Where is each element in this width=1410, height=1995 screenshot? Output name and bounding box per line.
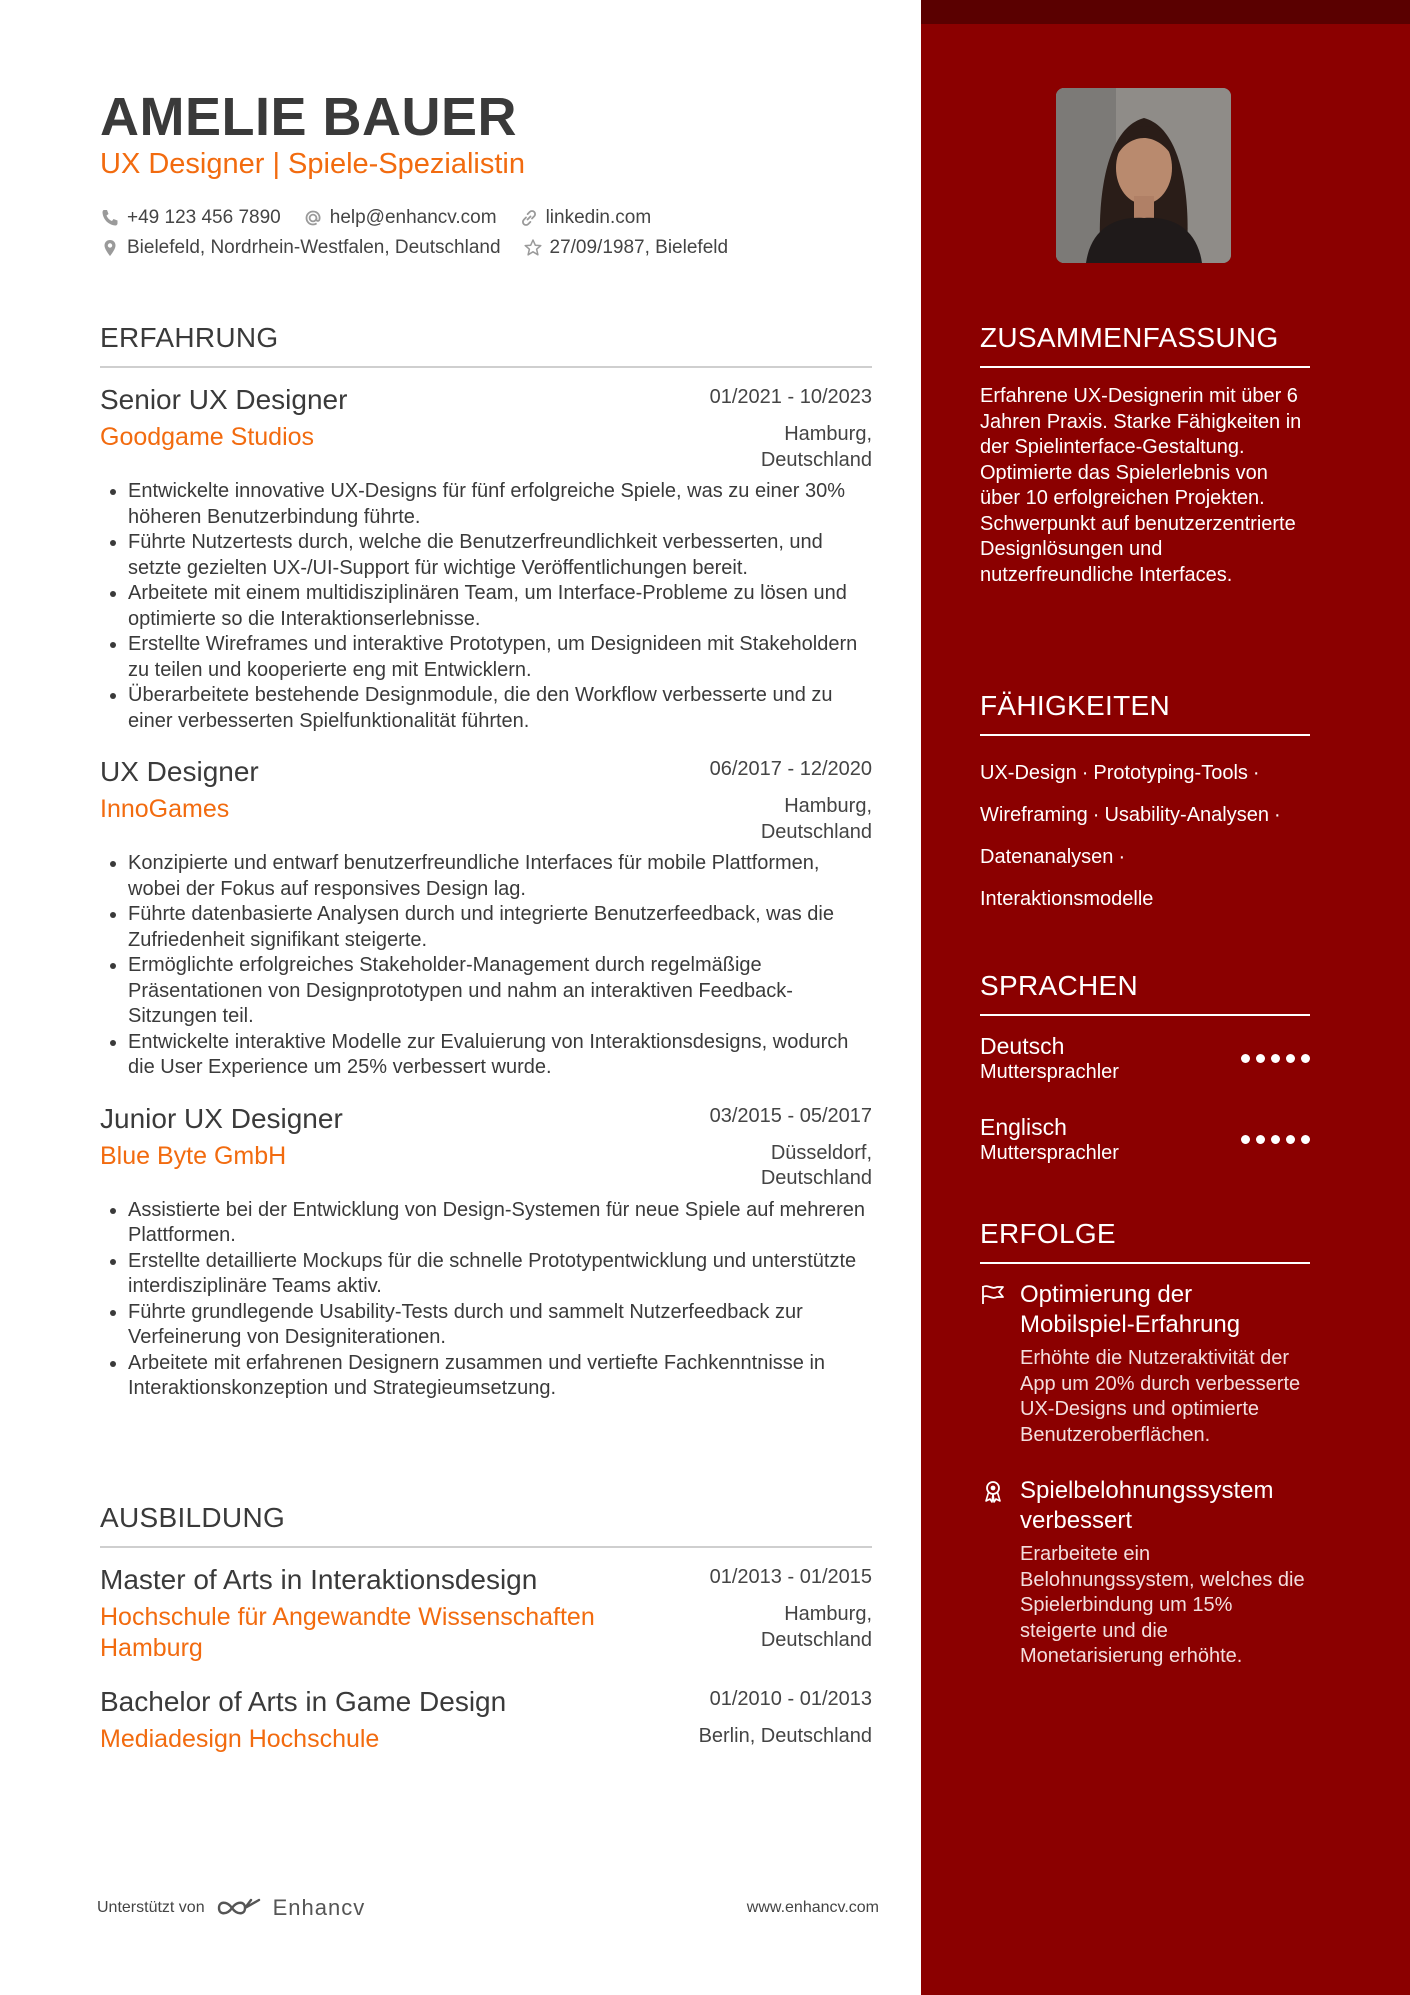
avatar: [1056, 88, 1231, 263]
job-bullets: [100, 851, 872, 1081]
sidebar: [921, 0, 1410, 1995]
school-name-line1: Hochschule für Angewandte Wissenschaften: [100, 1603, 595, 1631]
achievements-section: [980, 1218, 1310, 1698]
contact-email[interactable]: [303, 207, 497, 229]
birth-text: 27/09/1987, Bielefeld: [549, 237, 729, 258]
phone-icon: [100, 208, 120, 228]
skill-item: Usability-Analysen: [1104, 804, 1269, 826]
skill-item: Datenanalysen: [980, 846, 1114, 868]
job-bullet: • Arbeitete mit erfahrenen Designern zusammen und vertiefte Fachkenntnisse in Interaktionskonzeption und Strategieumsetzung.: [128, 1351, 872, 1402]
enhancv-logo-icon: [215, 1896, 263, 1920]
school-name: [100, 1602, 595, 1664]
job-bullets: [100, 479, 872, 734]
job-entry: [100, 382, 872, 734]
school-name: Mediadesign Hochschule: [100, 1725, 380, 1753]
award-icon: [980, 1480, 1006, 1504]
skills-heading: FÄHIGKEITEN: [980, 690, 1310, 736]
achievement-desc: Erhöhte die Nutzeraktivität der App um 20% durch verbesserte UX-Designs und optimierte Benutzeroberflächen.: [1020, 1347, 1301, 1446]
job-bullet: • Entwickelte interaktive Modelle zur Evaluierung von Interaktionsdesigns, wodurch die User Experience um 25% verbessert wurde.: [128, 1030, 872, 1081]
job-bullet: • Führte grundlegende Usability-Tests durch und sammelt Nutzerfeedback zur Verfeinerung von Designiterationen.: [128, 1300, 872, 1351]
rating-dot: [1271, 1054, 1280, 1063]
language-name: Deutsch: [980, 1033, 1065, 1059]
job-country: Deutschland: [760, 820, 872, 843]
achievement-title: Optimierung der Mobilspiel-Erfahrung: [1020, 1281, 1241, 1338]
contact-location: [100, 237, 501, 259]
job-date: 06/2017 - 12/2020: [709, 758, 872, 780]
language-name: Englisch: [980, 1114, 1067, 1140]
star-icon: [523, 238, 543, 258]
education-entry: [100, 1562, 872, 1664]
job-country: Deutschland: [760, 1167, 872, 1189]
email-text: help@enhancv.com: [329, 207, 497, 228]
job-entry: [100, 754, 872, 1081]
education-country: Deutschland: [760, 1628, 872, 1651]
job-location: [761, 422, 872, 473]
language-level: Muttersprachler: [980, 1061, 1119, 1083]
degree-title: Bachelor of Arts in Game Design: [100, 1686, 507, 1717]
company-name: Goodgame Studios: [100, 423, 315, 451]
achievements-heading: ERFOLGE: [980, 1218, 1310, 1264]
job-bullet: • Überarbeitete bestehende Designmodule, die den Workflow verbesserte und zu einer verbesserten Spielfunktionalität führten.: [128, 683, 872, 734]
education-city: Hamburg,: [784, 1603, 872, 1625]
education-date: 01/2013 - 01/2015: [709, 1566, 872, 1588]
education-section: [100, 1502, 872, 1775]
profile-photo: [1056, 88, 1231, 263]
education-location: Berlin, Deutschland: [698, 1725, 872, 1747]
skills-section: [980, 690, 1310, 920]
job-city: Hamburg,: [784, 795, 872, 817]
linkedin-text: linkedin.com: [545, 207, 652, 228]
job-city: Hamburg,: [784, 423, 872, 445]
at-icon: [303, 208, 323, 228]
company-name: Blue Byte GmbH: [100, 1141, 287, 1170]
school-name-line2: Hamburg: [100, 1634, 203, 1662]
location-pin-icon: [100, 238, 120, 258]
education-heading: AUSBILDUNG: [100, 1502, 872, 1548]
sidebar-top-bar: [921, 0, 1410, 24]
summary-text: Erfahrene UX-Designerin mit über 6 Jahren Praxis. Starke Fähigkeiten in der Spielinterface-Gestaltung. Optimierte das Spielerlebnis von über 10 erfolgreichen Projekten. Schwerpunkt auf benutzerzentrierte Designlösungen und nutzerfreundliche Interfaces.: [980, 385, 1302, 586]
rating-dot: [1241, 1135, 1250, 1144]
education-date: 01/2010 - 01/2013: [709, 1688, 872, 1710]
language-rating: [1241, 1135, 1310, 1144]
contact-birth: [523, 237, 729, 259]
summary-section: [980, 322, 1310, 588]
job-bullet: • Assistierte bei der Entwicklung von Design-Systemen für neue Spiele auf mehreren Plattformen.: [128, 1198, 872, 1249]
achievement-item: [980, 1476, 1310, 1670]
skill-item: Wireframing: [980, 804, 1088, 826]
candidate-title: UX Designer | Spiele-Spezialistin: [100, 148, 526, 180]
contact-phone: [100, 207, 281, 229]
job-bullet: • Ermöglichte erfolgreiches Stakeholder-Management durch regelmäßige Präsentationen von Designprototypen und nahm an interaktiven Feedback-Sitzungen teil.: [128, 953, 872, 1030]
job-bullet: • Arbeitete mit einem multidisziplinären Team, um Interface-Probleme zu lösen und optimierte so die Interaktionserlebnisse.: [128, 581, 872, 632]
footer: [97, 1895, 879, 1921]
rating-dot: [1256, 1054, 1265, 1063]
language-item: [980, 1113, 1310, 1166]
job-location: [761, 794, 872, 845]
languages-heading: SPRACHEN: [980, 970, 1310, 1016]
achievement-item: [980, 1280, 1310, 1448]
company-name: InnoGames: [100, 795, 230, 823]
language-rating: [1241, 1054, 1310, 1063]
link-icon: [519, 208, 539, 228]
job-date: 01/2021 - 10/2023: [709, 386, 872, 408]
achievement-desc: Erarbeitete ein Belohnungssystem, welches die Spielerbindung um 15% steigerte und die Monetarisierung erhöhte.: [1020, 1543, 1305, 1667]
skill-item: Prototyping-Tools: [1093, 762, 1248, 784]
job-bullet: • Konzipierte und entwarf benutzerfreundliche Interfaces für mobile Plattformen, wobei der Fokus auf responsives Design lag.: [128, 851, 872, 902]
rating-dot: [1286, 1054, 1295, 1063]
job-date: 03/2015 - 05/2017: [709, 1104, 872, 1127]
job-bullet: • Führte Nutzertests durch, welche die Benutzerfreundlichkeit verbesserten, und setzte gezielten UX-/UI-Support für wichtige Veröffentlichungen bereit.: [128, 530, 872, 581]
degree-title: Master of Arts in Interaktionsdesign: [100, 1564, 538, 1595]
skills-list: UX-Design · Prototyping-Tools · Wireframing · Usability-Analysen · Datenanalysen · Interaktionsmodelle: [980, 762, 1281, 910]
languages-section: [980, 970, 1310, 1194]
skill-item: Interaktionsmodelle: [980, 888, 1154, 910]
footer-url[interactable]: www.enhancv.com: [746, 1899, 879, 1916]
education-location: [761, 1602, 872, 1653]
location-text: Bielefeld, Nordrhein-Westfalen, Deutschland: [127, 237, 501, 258]
job-bullet: • Erstellte detaillierte Mockups für die schnelle Prototypentwicklung und unterstützte interdisziplinäre Teams aktiv.: [128, 1249, 872, 1300]
job-title: Junior UX Designer: [100, 1102, 343, 1134]
education-entry: [100, 1684, 872, 1755]
flag-icon: [980, 1284, 1006, 1306]
job-location: [761, 1141, 872, 1192]
phone-text: +49 123 456 7890: [127, 207, 281, 228]
experience-heading: ERFAHRUNG: [100, 322, 872, 368]
job-title: UX Designer: [100, 756, 259, 787]
summary-heading: ZUSAMMENFASSUNG: [980, 322, 1310, 368]
rating-dot: [1256, 1135, 1265, 1144]
job-bullets: [100, 1198, 872, 1402]
enhancv-brand: Enhancv: [272, 1895, 366, 1920]
achievement-title: Spielbelohnungssystem verbessert: [1020, 1477, 1274, 1534]
language-level: Muttersprachler: [980, 1142, 1119, 1164]
job-title: Senior UX Designer: [100, 384, 348, 415]
job-bullet: • Führte datenbasierte Analysen durch und integrierte Benutzerfeedback, was die Zufriedenheit signifikant steigerte.: [128, 902, 872, 953]
experience-section: [100, 322, 872, 1422]
rating-dot: [1286, 1135, 1295, 1144]
rating-dot: [1241, 1054, 1250, 1063]
job-bullet: • Entwickelte innovative UX-Designs für fünf erfolgreiche Spiele, was zu einer 30% höheren Benutzerbindung führte.: [128, 479, 872, 530]
language-item: [980, 1032, 1310, 1085]
contact-linkedin[interactable]: [519, 207, 652, 229]
candidate-name: AMELIE BAUER: [100, 87, 518, 147]
job-country: Deutschland: [760, 448, 872, 471]
powered-by-label: Unterstützt von: [97, 1899, 205, 1916]
rating-dot: [1301, 1135, 1310, 1144]
job-city: Düsseldorf,: [770, 1141, 872, 1164]
contact-info: [100, 203, 728, 263]
job-entry: [100, 1101, 872, 1402]
job-bullet: • Erstellte Wireframes und interaktive Prototypen, um Designideen mit Stakeholdern zu teilen und kooperierte eng mit Entwicklern.: [128, 632, 872, 683]
skill-item: UX-Design: [980, 762, 1077, 784]
rating-dot: [1271, 1135, 1280, 1144]
rating-dot: [1301, 1054, 1310, 1063]
powered-by: [97, 1895, 365, 1921]
